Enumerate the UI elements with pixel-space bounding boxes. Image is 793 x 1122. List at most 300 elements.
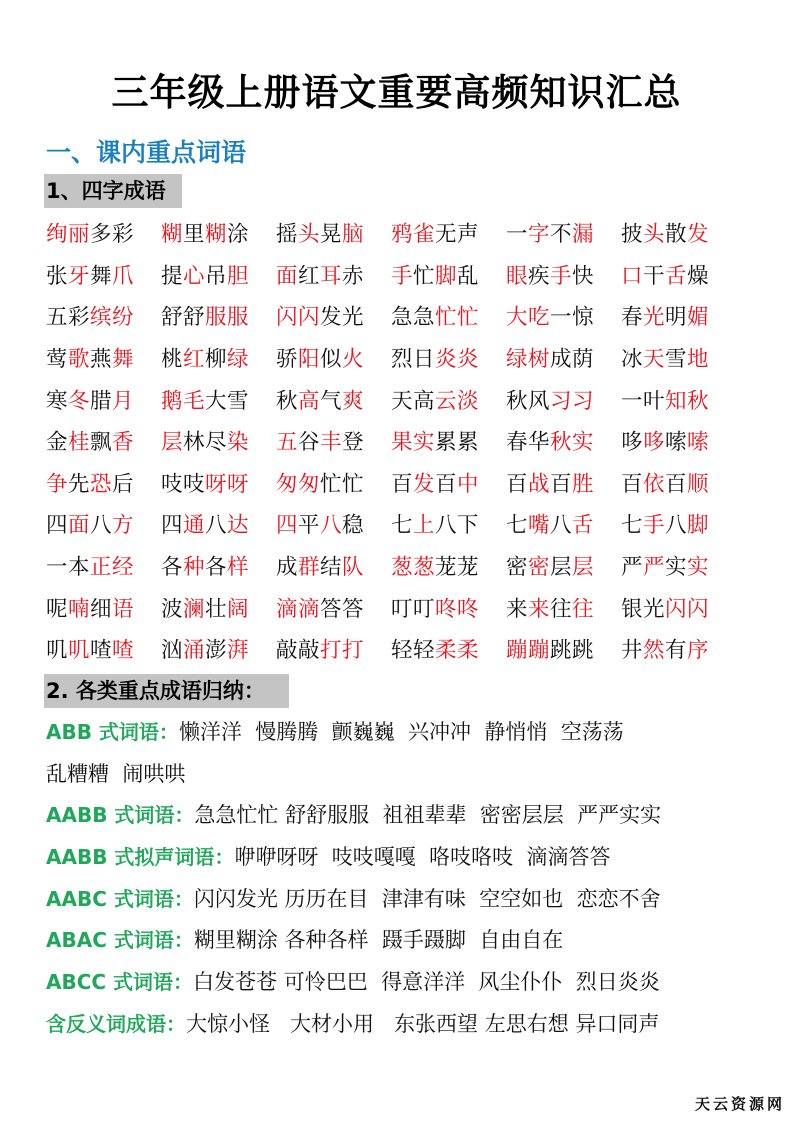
highlighted-chars: 冬 bbox=[68, 388, 91, 414]
highlighted-chars: 柔柔 bbox=[435, 638, 480, 664]
highlighted-chars: 恐 bbox=[90, 471, 113, 497]
highlighted-chars: 地 bbox=[687, 347, 710, 373]
plain-chars: 忙 bbox=[413, 263, 436, 289]
highlighted-chars: 胜 bbox=[572, 471, 595, 497]
plain-chars: 乱 bbox=[457, 263, 480, 289]
highlighted-chars: 层 bbox=[161, 430, 184, 456]
highlighted-chars: 耳 bbox=[320, 263, 343, 289]
plain-chars: 大雪 bbox=[205, 388, 250, 414]
highlighted-chars: 往 bbox=[572, 596, 595, 622]
plain-chars: 累累 bbox=[435, 430, 480, 456]
highlighted-chars: 密 bbox=[528, 555, 551, 581]
highlighted-chars: 严 bbox=[643, 555, 666, 581]
plain-chars: 吊 bbox=[205, 263, 228, 289]
idiom bbox=[161, 259, 276, 290]
highlighted-chars: 鹅毛 bbox=[161, 388, 206, 414]
plain-chars: 平 bbox=[298, 513, 321, 539]
plain-chars: 银光 bbox=[621, 596, 666, 622]
highlighted-chars: 种 bbox=[183, 555, 206, 581]
idiom bbox=[46, 633, 161, 664]
highlighted-chars: 高 bbox=[298, 388, 321, 414]
plain-chars: 里 bbox=[183, 222, 206, 248]
plain-chars: 往 bbox=[550, 596, 573, 622]
plain-chars: 后 bbox=[112, 471, 135, 497]
plain-chars: 叮叮 bbox=[391, 596, 436, 622]
idiom bbox=[506, 384, 621, 415]
plain-chars: 林尽 bbox=[183, 430, 228, 456]
highlighted-chars: 绿树 bbox=[506, 347, 551, 373]
idiom bbox=[506, 550, 621, 581]
category-words: 白发苍苍 可怜巴巴 得意洋洋 风尘仆仆 烈日炎炎 bbox=[193, 970, 660, 995]
idiom-row bbox=[46, 462, 746, 504]
highlighted-chars: 手 bbox=[550, 263, 573, 289]
highlighted-chars: 服服 bbox=[205, 305, 250, 331]
idiom bbox=[506, 633, 621, 664]
idiom bbox=[46, 550, 161, 581]
highlighted-chars: 大吃 bbox=[506, 305, 551, 331]
highlighted-chars: 炎炎 bbox=[435, 347, 480, 373]
idiom bbox=[276, 342, 391, 373]
highlighted-chars: 叽 bbox=[68, 638, 91, 664]
watermark: 天云资源网 bbox=[694, 1095, 785, 1113]
highlighted-chars: 绿 bbox=[227, 347, 250, 373]
highlighted-chars: 样 bbox=[227, 555, 250, 581]
plain-chars: 来 bbox=[506, 596, 529, 622]
highlighted-chars: 面 bbox=[68, 513, 91, 539]
plain-chars: 忙忙 bbox=[320, 471, 365, 497]
idiom-row bbox=[46, 628, 746, 670]
plain-chars: 结 bbox=[320, 555, 343, 581]
plain-chars: 七 bbox=[621, 513, 644, 539]
plain-chars: 哆 bbox=[621, 430, 644, 456]
plain-chars: 七 bbox=[506, 513, 529, 539]
highlighted-chars: 舌 bbox=[665, 263, 688, 289]
plain-chars: 四 bbox=[161, 513, 184, 539]
plain-chars: 八 bbox=[90, 513, 113, 539]
idiom bbox=[161, 342, 276, 373]
plain-chars: 吱吱 bbox=[161, 471, 206, 497]
idiom-row bbox=[46, 420, 746, 462]
category-line bbox=[46, 712, 766, 754]
plain-chars: 成荫 bbox=[550, 347, 595, 373]
idiom-category-list bbox=[46, 712, 766, 1046]
highlighted-chars: 手 bbox=[391, 263, 414, 289]
plain-chars: 轻轻 bbox=[391, 638, 436, 664]
idiom bbox=[621, 384, 736, 415]
category-label: ABB 式词语： bbox=[46, 720, 179, 744]
plain-chars: 燥 bbox=[687, 263, 710, 289]
idiom bbox=[276, 259, 391, 290]
idiom bbox=[506, 300, 621, 331]
highlighted-chars: 漏 bbox=[572, 222, 595, 248]
category-line bbox=[46, 920, 766, 962]
idiom bbox=[506, 259, 621, 290]
highlighted-chars: 八 bbox=[320, 513, 343, 539]
plain-chars: 柳 bbox=[205, 347, 228, 373]
plain-chars: 一本 bbox=[46, 555, 91, 581]
highlighted-chars: 月 bbox=[112, 388, 135, 414]
plain-chars: 红 bbox=[298, 263, 321, 289]
idiom bbox=[161, 592, 276, 623]
highlighted-chars: 发 bbox=[413, 471, 436, 497]
idiom bbox=[161, 467, 276, 498]
category-label: AABC 式词语： bbox=[46, 886, 194, 911]
idiom bbox=[621, 300, 736, 331]
highlighted-chars: 糊 bbox=[205, 222, 228, 248]
highlighted-chars: 嗦 bbox=[687, 430, 710, 456]
plain-chars: 天高 bbox=[391, 388, 436, 414]
plain-chars: 百 bbox=[621, 471, 644, 497]
highlighted-chars: 匆匆 bbox=[276, 471, 321, 497]
category-line bbox=[46, 1004, 766, 1046]
plain-chars: 金 bbox=[46, 430, 69, 456]
highlighted-chars: 争 bbox=[46, 471, 69, 497]
plain-chars: 井 bbox=[621, 638, 644, 664]
plain-chars: 烈日 bbox=[391, 347, 436, 373]
highlighted-chars: 缤纷 bbox=[90, 305, 135, 331]
plain-chars: 实 bbox=[665, 555, 688, 581]
highlighted-chars: 歌 bbox=[68, 347, 91, 373]
plain-chars: 气 bbox=[320, 388, 343, 414]
highlighted-chars: 然 bbox=[643, 638, 666, 664]
plain-chars: 层 bbox=[550, 555, 573, 581]
category-words: 大惊小怪 大材小用 东张西望 左思右想 异口同声 bbox=[186, 1011, 660, 1036]
idiom bbox=[391, 467, 506, 498]
idiom bbox=[391, 342, 506, 373]
subsection-heading-idiom-categories: 2. 各类重点成语归纳： bbox=[44, 674, 289, 708]
plain-chars: 嗦 bbox=[665, 430, 688, 456]
plain-chars: 跳跳 bbox=[550, 638, 595, 664]
category-label: ABCC 式词语： bbox=[46, 970, 194, 995]
plain-chars: 快 bbox=[572, 263, 595, 289]
idiom bbox=[621, 425, 736, 456]
highlighted-chars: 染 bbox=[227, 430, 250, 456]
highlighted-chars: 面 bbox=[276, 263, 299, 289]
highlighted-chars: 哆 bbox=[643, 430, 666, 456]
subsection-heading-four-char-idioms: 1、四字成语 bbox=[44, 174, 182, 208]
idiom bbox=[621, 217, 736, 248]
idiom-row bbox=[46, 212, 746, 254]
plain-chars: 八下 bbox=[435, 513, 480, 539]
highlighted-chars: 序 bbox=[687, 638, 710, 664]
plain-chars: 登 bbox=[342, 430, 365, 456]
highlighted-chars: 阔 bbox=[227, 596, 250, 622]
highlighted-chars: 战 bbox=[528, 471, 551, 497]
plain-chars: 七 bbox=[391, 513, 414, 539]
highlighted-chars: 喳 bbox=[112, 638, 135, 664]
category-words: 乱糟糟 闹哄哄 bbox=[46, 761, 186, 786]
highlighted-chars: 队 bbox=[342, 555, 365, 581]
plain-chars: 急急 bbox=[391, 305, 436, 331]
plain-chars: 百 bbox=[435, 471, 458, 497]
plain-chars: 一 bbox=[506, 222, 529, 248]
plain-chars: 不 bbox=[550, 222, 573, 248]
idiom bbox=[621, 467, 736, 498]
plain-chars: 披 bbox=[621, 222, 644, 248]
highlighted-chars: 天 bbox=[643, 347, 666, 373]
category-line bbox=[46, 754, 766, 796]
idiom bbox=[621, 592, 736, 623]
plain-chars: 有 bbox=[665, 638, 688, 664]
highlighted-chars: 涌 bbox=[183, 638, 206, 664]
highlighted-chars: 湃 bbox=[227, 638, 250, 664]
idiom bbox=[391, 592, 506, 623]
idiom bbox=[276, 550, 391, 581]
plain-chars: 澎 bbox=[205, 638, 228, 664]
idiom bbox=[391, 384, 506, 415]
plain-chars: 喳 bbox=[90, 638, 113, 664]
plain-chars: 密 bbox=[506, 555, 529, 581]
plain-chars: 细 bbox=[90, 596, 113, 622]
plain-chars: 干 bbox=[643, 263, 666, 289]
idiom bbox=[391, 217, 506, 248]
highlighted-chars: 蹦蹦 bbox=[506, 638, 551, 664]
highlighted-chars: 知秋 bbox=[665, 388, 710, 414]
highlighted-chars: 胆 bbox=[227, 263, 250, 289]
highlighted-chars: 方 bbox=[112, 513, 135, 539]
highlighted-chars: 嘴 bbox=[528, 513, 551, 539]
plain-chars: 答答 bbox=[320, 596, 365, 622]
idiom bbox=[391, 633, 506, 664]
plain-chars: 秋 bbox=[276, 388, 299, 414]
highlighted-chars: 咚咚 bbox=[435, 596, 480, 622]
plain-chars: 四 bbox=[46, 513, 69, 539]
highlighted-chars: 正经 bbox=[90, 555, 135, 581]
idiom bbox=[46, 592, 161, 623]
idiom bbox=[276, 633, 391, 664]
highlighted-chars: 桂 bbox=[68, 430, 91, 456]
idiom bbox=[46, 467, 161, 498]
highlighted-chars: 爪 bbox=[112, 263, 135, 289]
highlighted-chars: 群 bbox=[298, 555, 321, 581]
plain-chars: 涂 bbox=[227, 222, 250, 248]
plain-chars: 八 bbox=[205, 513, 228, 539]
highlighted-chars: 火 bbox=[342, 347, 365, 373]
category-words: 懒洋洋 慢腾腾 颤巍巍 兴冲冲 静悄悄 空荡荡 bbox=[178, 720, 624, 744]
highlighted-chars: 五 bbox=[276, 430, 299, 456]
idiom bbox=[621, 259, 736, 290]
idiom bbox=[506, 342, 621, 373]
idiom bbox=[621, 633, 736, 664]
highlighted-chars: 果实 bbox=[391, 430, 436, 456]
highlighted-chars: 语 bbox=[112, 596, 135, 622]
idiom bbox=[46, 217, 161, 248]
category-label: 含反义词成语： bbox=[46, 1011, 186, 1036]
highlighted-chars: 忙忙 bbox=[435, 305, 480, 331]
plain-chars: 谷 bbox=[298, 430, 321, 456]
idiom bbox=[46, 342, 161, 373]
idiom bbox=[391, 550, 506, 581]
plain-chars: 散 bbox=[665, 222, 688, 248]
idiom-row bbox=[46, 295, 746, 337]
category-line bbox=[46, 795, 766, 837]
highlighted-chars: 顺 bbox=[687, 471, 710, 497]
highlighted-chars: 通 bbox=[183, 513, 206, 539]
idiom bbox=[506, 467, 621, 498]
highlighted-chars: 喃 bbox=[68, 596, 91, 622]
highlighted-chars: 中 bbox=[457, 471, 480, 497]
idiom bbox=[161, 633, 276, 664]
category-line bbox=[46, 879, 766, 921]
plain-chars: 发光 bbox=[320, 305, 365, 331]
highlighted-chars: 头 bbox=[643, 222, 666, 248]
plain-chars: 严 bbox=[621, 555, 644, 581]
highlighted-chars: 脚 bbox=[435, 263, 458, 289]
highlighted-chars: 光 bbox=[643, 305, 666, 331]
plain-chars: 各 bbox=[161, 555, 184, 581]
highlighted-chars: 云淡 bbox=[435, 388, 480, 414]
highlighted-chars: 秋实 bbox=[550, 430, 595, 456]
plain-chars: 八 bbox=[550, 513, 573, 539]
highlighted-chars: 眼 bbox=[506, 263, 529, 289]
highlighted-chars: 脚 bbox=[687, 513, 710, 539]
highlighted-chars: 层 bbox=[572, 555, 595, 581]
idiom bbox=[506, 592, 621, 623]
idiom bbox=[621, 550, 736, 581]
plain-chars: 波 bbox=[161, 596, 184, 622]
section-heading-key-words: 一、课内重点词语 bbox=[46, 138, 247, 167]
plain-chars: 一叶 bbox=[621, 388, 666, 414]
idiom bbox=[46, 425, 161, 456]
idiom bbox=[391, 508, 506, 539]
highlighted-chars: 心 bbox=[183, 263, 206, 289]
plain-chars: 秋风 bbox=[506, 388, 551, 414]
plain-chars: 多彩 bbox=[90, 222, 135, 248]
plain-chars: 百 bbox=[665, 471, 688, 497]
idiom bbox=[276, 592, 391, 623]
highlighted-chars: 达 bbox=[227, 513, 250, 539]
idiom bbox=[46, 300, 161, 331]
idiom bbox=[161, 384, 276, 415]
idiom-row bbox=[46, 254, 746, 296]
idiom bbox=[276, 508, 391, 539]
plain-chars: 五彩 bbox=[46, 305, 91, 331]
plain-chars: 叽 bbox=[46, 638, 69, 664]
highlighted-chars: 闪闪 bbox=[276, 305, 321, 331]
idiom-row bbox=[46, 545, 746, 587]
plain-chars: 成 bbox=[276, 555, 299, 581]
idiom-row bbox=[46, 586, 746, 628]
page-title: 三年级上册语文重要高频知识汇总 bbox=[111, 71, 682, 114]
highlighted-chars: 闪闪 bbox=[665, 596, 710, 622]
plain-chars: 摇 bbox=[276, 222, 299, 248]
plain-chars: 冰 bbox=[621, 347, 644, 373]
idiom bbox=[276, 425, 391, 456]
plain-chars: 张 bbox=[46, 263, 69, 289]
idiom bbox=[276, 467, 391, 498]
plain-chars: 腊 bbox=[90, 388, 113, 414]
idiom bbox=[161, 508, 276, 539]
category-label: AABB 式拟声词语： bbox=[46, 845, 235, 870]
highlighted-chars: 糊 bbox=[161, 222, 184, 248]
highlighted-chars: 四 bbox=[276, 513, 299, 539]
highlighted-chars: 字 bbox=[528, 222, 551, 248]
idiom bbox=[621, 342, 736, 373]
plain-chars: 桃 bbox=[161, 347, 184, 373]
highlighted-chars: 舞 bbox=[112, 347, 135, 373]
plain-chars: 似 bbox=[320, 347, 343, 373]
plain-chars: 壮 bbox=[205, 596, 228, 622]
highlighted-chars: 上 bbox=[413, 513, 436, 539]
highlighted-chars: 香 bbox=[112, 430, 135, 456]
highlighted-chars: 丰 bbox=[320, 430, 343, 456]
idiom bbox=[46, 259, 161, 290]
highlighted-chars: 手 bbox=[643, 513, 666, 539]
idiom bbox=[506, 508, 621, 539]
highlighted-chars: 发 bbox=[687, 222, 710, 248]
category-label: AABB 式词语： bbox=[46, 803, 195, 828]
category-words: 糊里糊涂 各种各样 蹑手蹑脚 自由自在 bbox=[193, 928, 564, 953]
idiom bbox=[621, 508, 736, 539]
plain-chars: 先 bbox=[68, 471, 91, 497]
plain-chars: 晃 bbox=[320, 222, 343, 248]
highlighted-chars: 来 bbox=[528, 596, 551, 622]
highlighted-chars: 实 bbox=[687, 555, 710, 581]
idiom bbox=[161, 550, 276, 581]
plain-chars: 百 bbox=[506, 471, 529, 497]
plain-chars: 八 bbox=[665, 513, 688, 539]
idiom bbox=[276, 217, 391, 248]
idiom bbox=[391, 300, 506, 331]
plain-chars: 稳 bbox=[342, 513, 365, 539]
idiom bbox=[46, 508, 161, 539]
highlighted-chars: 呀呀 bbox=[205, 471, 250, 497]
plain-chars: 一惊 bbox=[550, 305, 595, 331]
plain-chars: 春 bbox=[621, 305, 644, 331]
idiom bbox=[391, 259, 506, 290]
plain-chars: 无声 bbox=[435, 222, 480, 248]
idiom bbox=[161, 425, 276, 456]
highlighted-chars: 绚丽 bbox=[46, 222, 91, 248]
idiom bbox=[161, 217, 276, 248]
plain-chars: 各 bbox=[205, 555, 228, 581]
idiom bbox=[276, 384, 391, 415]
highlighted-chars: 牙 bbox=[68, 263, 91, 289]
idiom bbox=[391, 425, 506, 456]
plain-chars: 飘 bbox=[90, 430, 113, 456]
idiom bbox=[161, 300, 276, 331]
highlighted-chars: 红 bbox=[183, 347, 206, 373]
category-words: 急急忙忙 舒舒服服 祖祖辈辈 密密层层 严严实实 bbox=[194, 803, 662, 828]
plain-chars: 疾 bbox=[528, 263, 551, 289]
plain-chars: 汹 bbox=[161, 638, 184, 664]
highlighted-chars: 依 bbox=[643, 471, 666, 497]
category-line bbox=[46, 962, 766, 1004]
idiom bbox=[46, 384, 161, 415]
highlighted-chars: 葱葱 bbox=[391, 555, 436, 581]
plain-chars: 百 bbox=[550, 471, 573, 497]
plain-chars: 雪 bbox=[665, 347, 688, 373]
plain-chars: 赤 bbox=[342, 263, 365, 289]
plain-chars: 莺 bbox=[46, 347, 69, 373]
highlighted-chars: 爽 bbox=[342, 388, 365, 414]
plain-chars: 提 bbox=[161, 263, 184, 289]
plain-chars: 明 bbox=[665, 305, 688, 331]
highlighted-chars: 脑 bbox=[342, 222, 365, 248]
plain-chars: 舒舒 bbox=[161, 305, 206, 331]
highlighted-chars: 阳 bbox=[298, 347, 321, 373]
idiom bbox=[506, 217, 621, 248]
highlighted-chars: 习习 bbox=[550, 388, 595, 414]
plain-chars: 敲敲 bbox=[276, 638, 321, 664]
idiom-row bbox=[46, 337, 746, 379]
category-label: ABAC 式词语： bbox=[46, 928, 194, 953]
category-words: 闪闪发光 历历在目 津津有味 空空如也 恋恋不舍 bbox=[193, 886, 661, 911]
plain-chars: 呢 bbox=[46, 596, 69, 622]
highlighted-chars: 鸦雀 bbox=[391, 222, 436, 248]
highlighted-chars: 口 bbox=[621, 263, 644, 289]
highlighted-chars: 舌 bbox=[572, 513, 595, 539]
